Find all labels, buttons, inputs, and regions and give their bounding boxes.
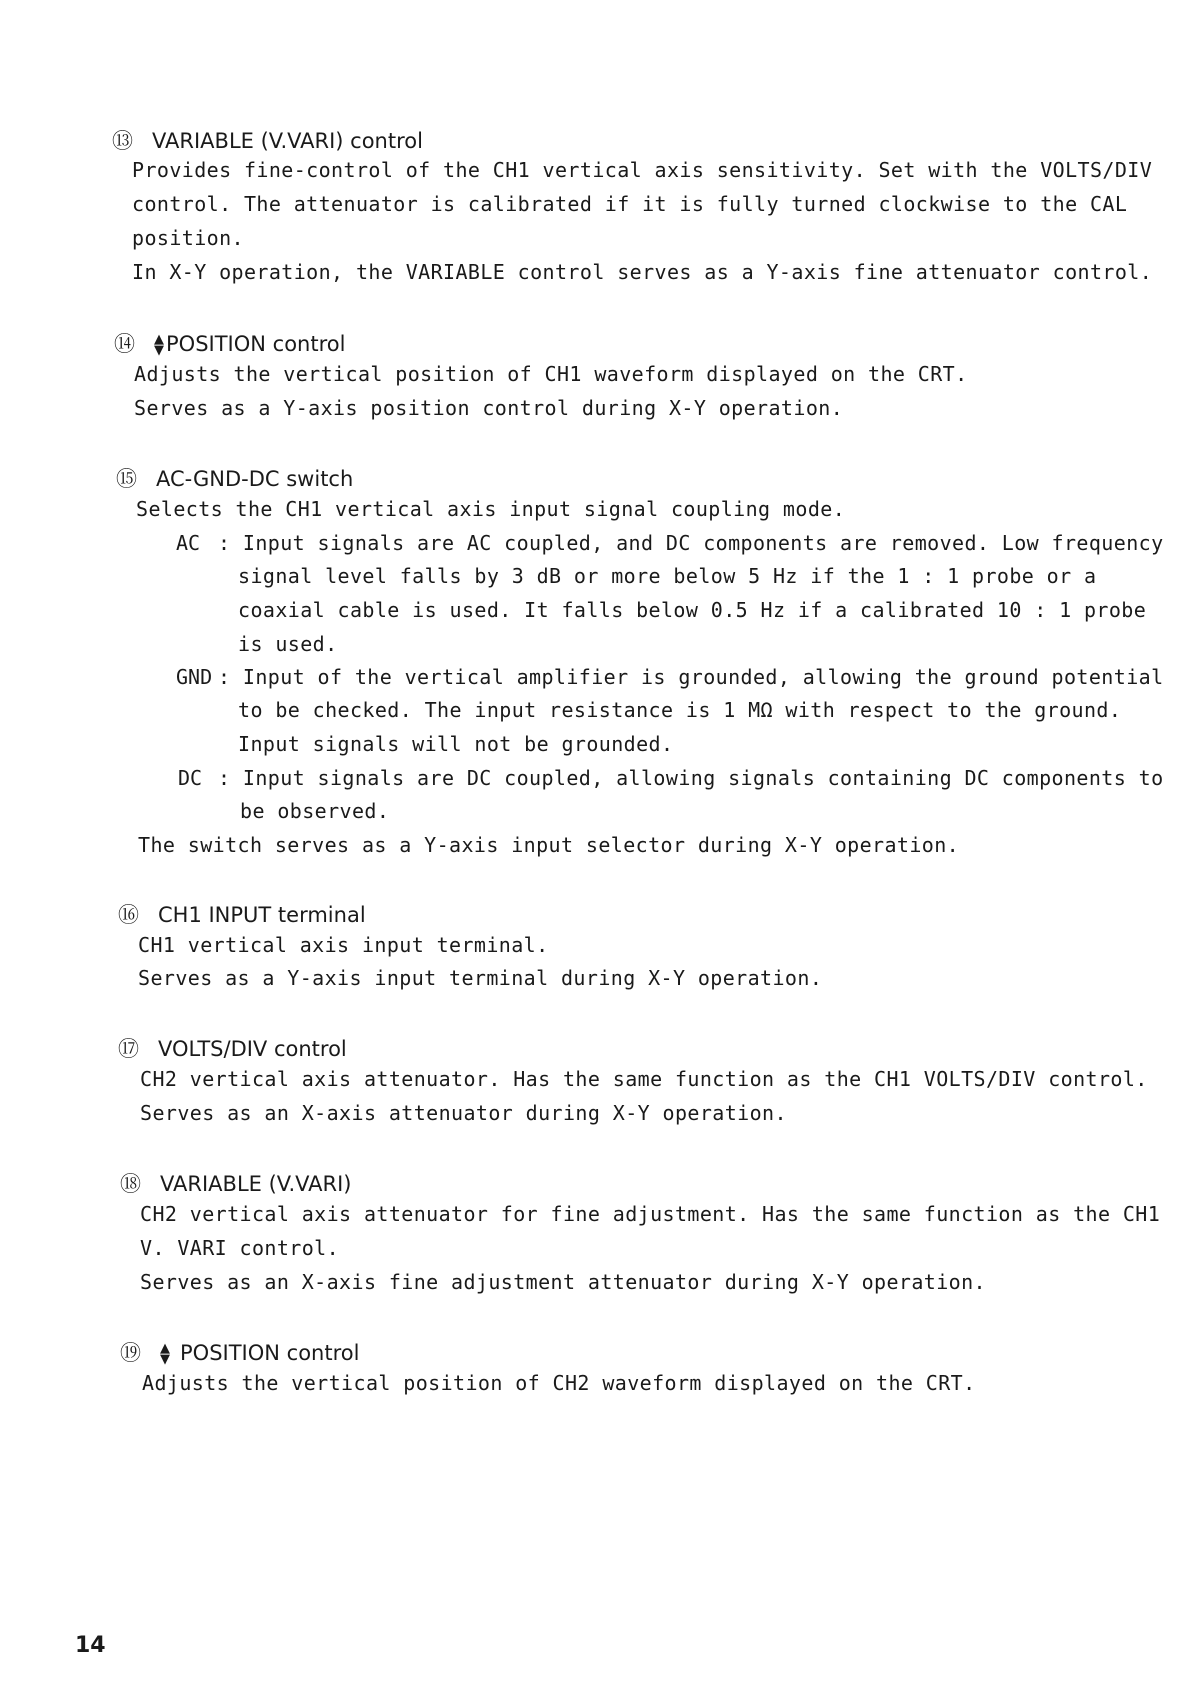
paragraph-line: Selects the CH1 vertical axis input signal coupling mode. (136, 497, 846, 521)
mode-line: : Input of the vertical amplifier is grounded, allowing the ground potential (218, 665, 1164, 689)
paragraph-line: The switch serves as a Y-axis input selector during X-Y operation. (138, 833, 960, 857)
mode-line: be observed. (240, 799, 390, 823)
section-number: ⑲ (120, 1341, 141, 1365)
paragraph-line: V. VARI control. (140, 1236, 340, 1260)
section-number: ⑭ (114, 332, 135, 356)
section-title: CH1 INPUT terminal (158, 903, 366, 927)
paragraph-line: Adjusts the vertical position of CH1 waveform displayed on the CRT. (134, 362, 968, 386)
section-number: ⑬ (112, 129, 133, 153)
mode-line: Input signals will not be grounded. (238, 732, 674, 756)
section-title: POSITION control (166, 332, 346, 356)
section-15-heading (116, 463, 353, 493)
mode-label-dc: DC (178, 766, 203, 790)
section-title: VARIABLE (V.VARI) (160, 1172, 352, 1196)
paragraph-line: position. (132, 226, 244, 250)
paragraph-line: CH2 vertical axis attenuator. Has the same function as the CH1 VOLTS/DIV control. (140, 1067, 1148, 1091)
section-number: ⑮ (116, 467, 137, 491)
section-14-heading (114, 328, 345, 358)
paragraph-line: Serves as an X-axis fine adjustment attenuator during X-Y operation. (140, 1270, 986, 1294)
section-title: AC-GND-DC switch (156, 467, 354, 491)
up-down-arrow-icon: ▲ ▼ (160, 1340, 170, 1367)
paragraph-line: Serves as an X-axis attenuator during X-Y operation. (140, 1101, 787, 1125)
up-down-arrow-icon: ▲ ▼ (154, 331, 164, 358)
section-number: ⑱ (120, 1172, 141, 1196)
mode-label-ac: AC (176, 531, 201, 555)
section-number: ⑯ (118, 903, 139, 927)
mode-line: signal level falls by 3 dB or more below 5 Hz if the 1 : 1 probe or a (238, 564, 1097, 588)
section-18-heading (120, 1168, 351, 1198)
section-16-heading (118, 899, 366, 929)
paragraph-line: CH1 vertical axis input terminal. (138, 933, 549, 957)
mode-line: is used. (238, 632, 338, 656)
mode-line: : Input signals are AC coupled, and DC components are removed. Low frequency (218, 531, 1164, 555)
mode-line: : Input signals are DC coupled, allowing signals containing DC components to (218, 766, 1164, 790)
page-number: 14 (75, 1633, 106, 1658)
paragraph-line: CH2 vertical axis attenuator for fine adjustment. Has the same function as the CH1 (140, 1202, 1161, 1226)
mode-line: to be checked. The input resistance is 1 MΩ with respect to the ground. (238, 698, 1122, 722)
section-number: ⑰ (118, 1037, 139, 1061)
section-13-heading (112, 125, 423, 155)
mode-label-gnd: GND (176, 665, 213, 689)
section-title: VARIABLE (V.VARI) control (152, 129, 423, 153)
paragraph-line: Provides fine-control of the CH1 vertical axis sensitivity. Set with the VOLTS/DIV (132, 158, 1153, 182)
paragraph-line: In X-Y operation, the VARIABLE control serves as a Y-axis fine attenuator control. (132, 260, 1153, 284)
section-17-heading (118, 1033, 347, 1063)
paragraph-line: control. The attenuator is calibrated if it is fully turned clockwise to the CAL (132, 192, 1128, 216)
section-title: POSITION control (180, 1341, 360, 1365)
paragraph-line: Serves as a Y-axis input terminal during X-Y operation. (138, 966, 823, 990)
section-19-heading (120, 1337, 359, 1367)
paragraph-line: Serves as a Y-axis position control during X-Y operation. (134, 396, 844, 420)
mode-line: coaxial cable is used. It falls below 0.5 Hz if a calibrated 10 : 1 probe (238, 598, 1147, 622)
paragraph-line: Adjusts the vertical position of CH2 waveform displayed on the CRT. (142, 1371, 976, 1395)
section-title: VOLTS/DIV control (158, 1037, 347, 1061)
